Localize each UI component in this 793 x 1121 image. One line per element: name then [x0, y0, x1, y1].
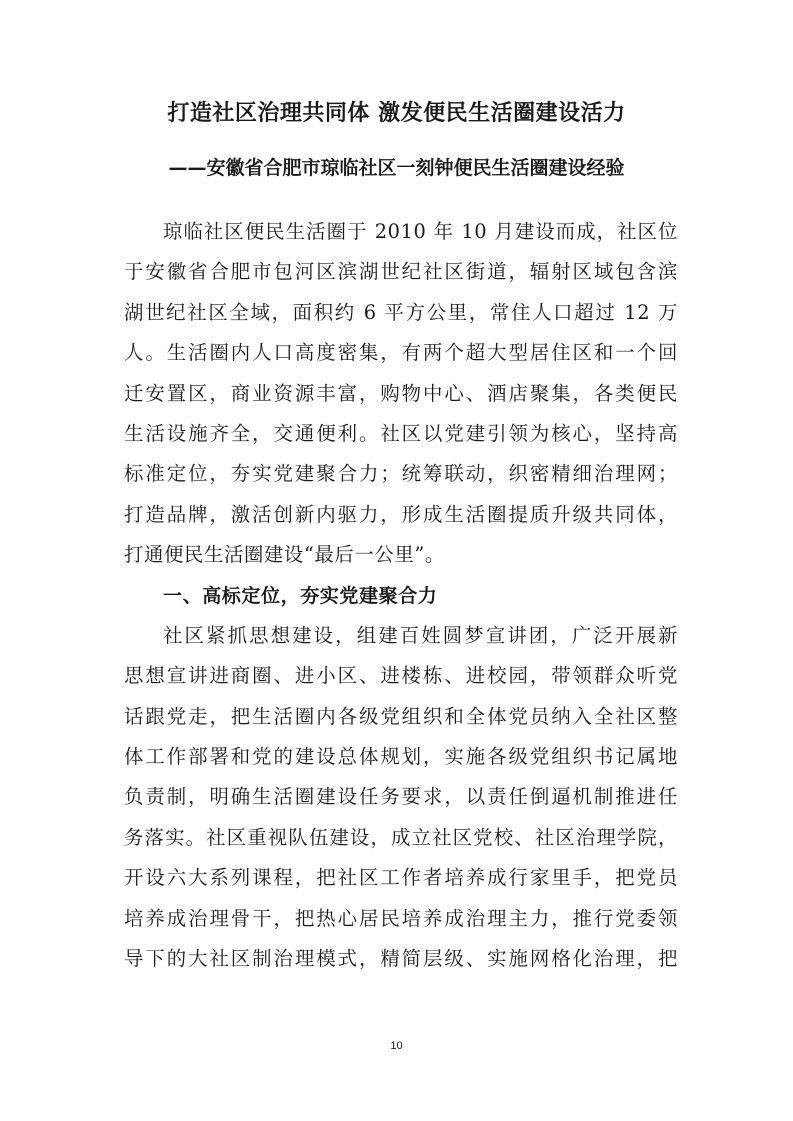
paragraph-2-line: 思想宣讲进商圈、进小区、进楼栋、进校园，带领群众听党: [124, 664, 678, 688]
document-subtitle: ——安徽省合肥市琼临社区一刻钟便民生活圈建设经验: [168, 157, 625, 179]
paragraph-2-line: 体工作部署和党的建设总体规划，实施各级党组织书记属地: [124, 745, 678, 769]
paragraph-2-line: 社区紧抓思想建设，组建百姓圆梦宣讲团，广泛开展新: [163, 623, 678, 647]
paragraph-2-line: 导下的大社区制治理模式，精简层级、实施网格化治理，把: [124, 947, 678, 971]
paragraph-2-line: 务落实。社区重视队伍建设，成立社区党校、社区治理学院，: [124, 825, 678, 849]
paragraph-1-line: 打造品牌，激活创新内驱力，形成生活圈提质升级共同体，: [124, 502, 678, 526]
paragraph-1-line: 迁安置区，商业资源丰富，购物中心、酒店聚集，各类便民: [124, 381, 678, 405]
paragraph-2-line: 话跟党走，把生活圈内各级党组织和全体党员纳入全社区整: [124, 704, 678, 728]
paragraph-1-line: 标准定位，夯实党建聚合力；统筹联动，织密精细治理网；: [124, 462, 678, 486]
paragraph-1-line: 于安徽省合肥市包河区滨湖世纪社区街道，辐射区域包含滨: [124, 260, 678, 284]
paragraph-2-line: 负责制，明确生活圈建设任务要求，以责任倒逼机制推进任: [124, 785, 678, 809]
paragraph-2-line: 开设六大系列课程，把社区工作者培养成行家里手，把党员: [124, 866, 678, 890]
paragraph-1-line: 人。生活圈内人口高度密集，有两个超大型居住区和一个回: [124, 341, 678, 365]
paragraph-1-line: 生活设施齐全，交通便利。社区以党建引领为核心，坚持高: [124, 421, 678, 445]
section-heading: 一、高标定位，夯实党建聚合力: [163, 584, 438, 607]
paragraph-1-line: 打通便民生活圈建设“最后一公里”。: [124, 543, 445, 567]
document-title: 打造社区治理共同体 激发便民生活圈建设活力: [167, 100, 626, 126]
paragraph-1-line: 湖世纪社区全域，面积约 6 平方公里，常住人口超过 12 万: [124, 300, 678, 324]
paragraph-2-line: 培养成治理骨干，把热心居民培养成治理主力，推行党委领: [124, 906, 678, 930]
document-body: [124, 212, 678, 979]
paragraph-1-line: 琼临社区便民生活圈于 2010 年 10 月建设而成，社区位: [163, 220, 678, 243]
page-number: 10: [390, 1040, 403, 1052]
